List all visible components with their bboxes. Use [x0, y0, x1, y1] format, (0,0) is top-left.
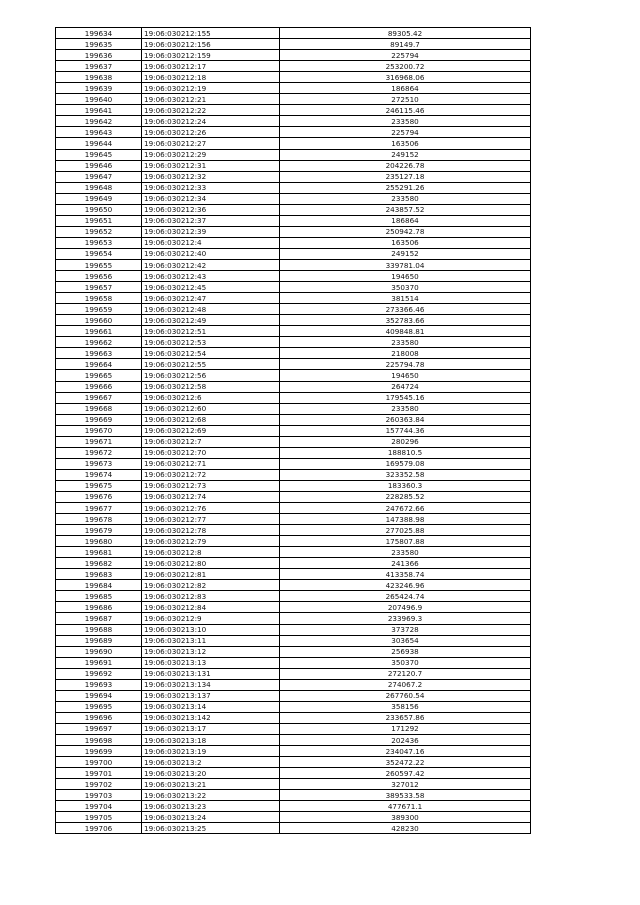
- value-cell: 249152: [280, 149, 531, 160]
- table-row: [56, 138, 531, 149]
- cadastral-number-cell: 19:06:030212:84: [142, 602, 280, 613]
- table-row: [56, 215, 531, 226]
- cadastral-number-cell: 19:06:030212:58: [142, 381, 280, 392]
- table-row: [56, 447, 531, 458]
- value-cell: 163506: [280, 237, 531, 248]
- value-cell: 233969.3: [280, 613, 531, 624]
- table-row: [56, 83, 531, 94]
- cadastral-number-cell: 19:06:030213:142: [142, 712, 280, 723]
- value-cell: 207496.9: [280, 602, 531, 613]
- table-row: [56, 823, 531, 834]
- value-cell: 260363.84: [280, 414, 531, 425]
- cadastral-number-cell: 19:06:030212:18: [142, 72, 280, 83]
- table-row: [56, 127, 531, 138]
- cadastral-number-cell: 19:06:030212:49: [142, 315, 280, 326]
- cadastral-number-cell: 19:06:030212:69: [142, 425, 280, 436]
- cadastral-number-cell: 19:06:030213:12: [142, 646, 280, 657]
- table-row: [56, 381, 531, 392]
- row-number-cell: 199677: [56, 503, 142, 514]
- cadastral-number-cell: 19:06:030212:29: [142, 149, 280, 160]
- row-number-cell: 199693: [56, 679, 142, 690]
- table-row: [56, 458, 531, 469]
- table-row: [56, 304, 531, 315]
- value-cell: 186864: [280, 83, 531, 94]
- cadastral-number-cell: 19:06:030212:159: [142, 50, 280, 61]
- row-number-cell: 199698: [56, 735, 142, 746]
- table-row: [56, 558, 531, 569]
- value-cell: 247672.66: [280, 503, 531, 514]
- table-row: [56, 469, 531, 480]
- row-number-cell: 199641: [56, 105, 142, 116]
- cadastral-number-cell: 19:06:030213:22: [142, 790, 280, 801]
- value-cell: 194650: [280, 271, 531, 282]
- row-number-cell: 199636: [56, 50, 142, 61]
- table-row: [56, 160, 531, 171]
- row-number-cell: 199685: [56, 591, 142, 602]
- cadastral-number-cell: 19:06:030212:8: [142, 547, 280, 558]
- cadastral-number-cell: 19:06:030212:45: [142, 282, 280, 293]
- table-row: [56, 149, 531, 160]
- table-row: [56, 514, 531, 525]
- value-cell: 234047.16: [280, 746, 531, 757]
- cadastral-number-cell: 19:06:030213:17: [142, 723, 280, 734]
- value-cell: 233580: [280, 193, 531, 204]
- cadastral-number-cell: 19:06:030212:74: [142, 491, 280, 502]
- row-number-cell: 199663: [56, 348, 142, 359]
- value-cell: 228285.52: [280, 491, 531, 502]
- table-row: [56, 768, 531, 779]
- table-row: [56, 326, 531, 337]
- row-number-cell: 199667: [56, 392, 142, 403]
- value-cell: 233580: [280, 547, 531, 558]
- row-number-cell: 199637: [56, 61, 142, 72]
- value-cell: 273366.46: [280, 304, 531, 315]
- table-row: [56, 226, 531, 237]
- row-number-cell: 199645: [56, 149, 142, 160]
- value-cell: 225794: [280, 127, 531, 138]
- value-cell: 218008: [280, 348, 531, 359]
- table-row: [56, 436, 531, 447]
- row-number-cell: 199639: [56, 83, 142, 94]
- row-number-cell: 199662: [56, 337, 142, 348]
- value-cell: 358156: [280, 701, 531, 712]
- row-number-cell: 199644: [56, 138, 142, 149]
- table-row: [56, 812, 531, 823]
- cadastral-number-cell: 19:06:030213:10: [142, 624, 280, 635]
- row-number-cell: 199638: [56, 72, 142, 83]
- row-number-cell: 199666: [56, 381, 142, 392]
- cadastral-number-cell: 19:06:030213:19: [142, 746, 280, 757]
- table-row: [56, 746, 531, 757]
- row-number-cell: 199683: [56, 569, 142, 580]
- row-number-cell: 199648: [56, 182, 142, 193]
- table-row: [56, 193, 531, 204]
- value-cell: 233580: [280, 403, 531, 414]
- table-row: [56, 28, 531, 39]
- row-number-cell: 199660: [56, 315, 142, 326]
- table-row: [56, 182, 531, 193]
- value-cell: 352783.66: [280, 315, 531, 326]
- table-row: [56, 569, 531, 580]
- row-number-cell: 199635: [56, 39, 142, 50]
- value-cell: 264724: [280, 381, 531, 392]
- table-row: [56, 259, 531, 270]
- table-row: [56, 635, 531, 646]
- value-cell: 235127.18: [280, 171, 531, 182]
- table-row: [56, 580, 531, 591]
- row-number-cell: 199692: [56, 668, 142, 679]
- row-number-cell: 199706: [56, 823, 142, 834]
- table-row: [56, 237, 531, 248]
- row-number-cell: 199640: [56, 94, 142, 105]
- value-cell: 327012: [280, 779, 531, 790]
- cadastral-number-cell: 19:06:030212:53: [142, 337, 280, 348]
- cadastral-number-cell: 19:06:030212:40: [142, 248, 280, 259]
- cadastral-number-cell: 19:06:030212:9: [142, 613, 280, 624]
- cadastral-number-cell: 19:06:030212:21: [142, 94, 280, 105]
- value-cell: 323352.58: [280, 469, 531, 480]
- table-row: [56, 757, 531, 768]
- row-number-cell: 199675: [56, 480, 142, 491]
- row-number-cell: 199643: [56, 127, 142, 138]
- table-row: [56, 690, 531, 701]
- row-number-cell: 199650: [56, 204, 142, 215]
- value-cell: 267760.54: [280, 690, 531, 701]
- value-cell: 350370: [280, 282, 531, 293]
- row-number-cell: 199655: [56, 259, 142, 270]
- cadastral-number-cell: 19:06:030212:19: [142, 83, 280, 94]
- value-cell: 202436: [280, 735, 531, 746]
- row-number-cell: 199671: [56, 436, 142, 447]
- cadastral-number-cell: 19:06:030213:24: [142, 812, 280, 823]
- cadastral-number-cell: 19:06:030212:77: [142, 514, 280, 525]
- value-cell: 389300: [280, 812, 531, 823]
- value-cell: 186864: [280, 215, 531, 226]
- table-row: [56, 480, 531, 491]
- cadastral-number-cell: 19:06:030212:76: [142, 503, 280, 514]
- cadastral-number-cell: 19:06:030212:55: [142, 359, 280, 370]
- value-cell: 243857.52: [280, 204, 531, 215]
- row-number-cell: 199642: [56, 116, 142, 127]
- table-row: [56, 646, 531, 657]
- cadastral-number-cell: 19:06:030212:51: [142, 326, 280, 337]
- row-number-cell: 199699: [56, 746, 142, 757]
- value-cell: 194650: [280, 370, 531, 381]
- value-cell: 350370: [280, 657, 531, 668]
- table-row: [56, 282, 531, 293]
- cadastral-number-cell: 19:06:030213:2: [142, 757, 280, 768]
- value-cell: 277025.88: [280, 525, 531, 536]
- value-cell: 233580: [280, 337, 531, 348]
- cadastral-number-cell: 19:06:030212:71: [142, 458, 280, 469]
- cadastral-number-cell: 19:06:030212:82: [142, 580, 280, 591]
- value-cell: 413358.74: [280, 569, 531, 580]
- table-row: [56, 315, 531, 326]
- cadastral-number-cell: 19:06:030212:7: [142, 436, 280, 447]
- table-row: [56, 712, 531, 723]
- cadastral-number-cell: 19:06:030212:42: [142, 259, 280, 270]
- row-number-cell: 199651: [56, 215, 142, 226]
- value-cell: 250942.78: [280, 226, 531, 237]
- value-cell: 157744.36: [280, 425, 531, 436]
- cadastral-number-cell: 19:06:030213:14: [142, 701, 280, 712]
- row-number-cell: 199703: [56, 790, 142, 801]
- value-cell: 409848.81: [280, 326, 531, 337]
- cadastral-number-cell: 19:06:030212:48: [142, 304, 280, 315]
- table-row: [56, 735, 531, 746]
- row-number-cell: 199701: [56, 768, 142, 779]
- value-cell: 233580: [280, 116, 531, 127]
- row-number-cell: 199704: [56, 801, 142, 812]
- table-row: [56, 425, 531, 436]
- row-number-cell: 199694: [56, 690, 142, 701]
- table-row: [56, 547, 531, 558]
- value-cell: 381514: [280, 293, 531, 304]
- cadastral-number-cell: 19:06:030212:56: [142, 370, 280, 381]
- value-cell: 204226.78: [280, 160, 531, 171]
- row-number-cell: 199659: [56, 304, 142, 315]
- cadastral-number-cell: 19:06:030212:32: [142, 171, 280, 182]
- cadastral-number-cell: 19:06:030212:4: [142, 237, 280, 248]
- cadastral-number-cell: 19:06:030212:72: [142, 469, 280, 480]
- cadastral-number-cell: 19:06:030213:134: [142, 679, 280, 690]
- cadastral-number-cell: 19:06:030212:31: [142, 160, 280, 171]
- row-number-cell: 199679: [56, 525, 142, 536]
- table-row: [56, 39, 531, 50]
- row-number-cell: 199658: [56, 293, 142, 304]
- cadastral-number-cell: 19:06:030213:11: [142, 635, 280, 646]
- row-number-cell: 199654: [56, 248, 142, 259]
- row-number-cell: 199649: [56, 193, 142, 204]
- row-number-cell: 199664: [56, 359, 142, 370]
- value-cell: 225794.78: [280, 359, 531, 370]
- table-body: [56, 28, 531, 834]
- row-number-cell: 199672: [56, 447, 142, 458]
- row-number-cell: 199647: [56, 171, 142, 182]
- row-number-cell: 199700: [56, 757, 142, 768]
- value-cell: 303654: [280, 635, 531, 646]
- row-number-cell: 199674: [56, 469, 142, 480]
- table-row: [56, 248, 531, 259]
- value-cell: 274067.2: [280, 679, 531, 690]
- table-row: [56, 624, 531, 635]
- table-row: [56, 657, 531, 668]
- table-row: [56, 536, 531, 547]
- cadastral-number-cell: 19:06:030212:6: [142, 392, 280, 403]
- value-cell: 89149.7: [280, 39, 531, 50]
- cadastral-number-cell: 19:06:030213:25: [142, 823, 280, 834]
- table-row: [56, 602, 531, 613]
- value-cell: 225794: [280, 50, 531, 61]
- row-number-cell: 199695: [56, 701, 142, 712]
- row-number-cell: 199684: [56, 580, 142, 591]
- row-number-cell: 199669: [56, 414, 142, 425]
- value-cell: 171292: [280, 723, 531, 734]
- row-number-cell: 199680: [56, 536, 142, 547]
- row-number-cell: 199682: [56, 558, 142, 569]
- table-row: [56, 72, 531, 83]
- value-cell: 188810.5: [280, 447, 531, 458]
- row-number-cell: 199681: [56, 547, 142, 558]
- table-row: [56, 723, 531, 734]
- table-row: [56, 491, 531, 502]
- value-cell: 352472.22: [280, 757, 531, 768]
- table-row: [56, 591, 531, 602]
- value-cell: 260597.42: [280, 768, 531, 779]
- table-row: [56, 50, 531, 61]
- cadastral-number-cell: 19:06:030212:34: [142, 193, 280, 204]
- value-cell: 428230: [280, 823, 531, 834]
- value-cell: 183360.3: [280, 480, 531, 491]
- table-row: [56, 779, 531, 790]
- value-cell: 249152: [280, 248, 531, 259]
- row-number-cell: 199634: [56, 28, 142, 39]
- table-row: [56, 116, 531, 127]
- cadastral-number-cell: 19:06:030213:20: [142, 768, 280, 779]
- table-row: [56, 359, 531, 370]
- cadastral-number-cell: 19:06:030212:54: [142, 348, 280, 359]
- table-row: [56, 503, 531, 514]
- value-cell: 272120.7: [280, 668, 531, 679]
- value-cell: 163506: [280, 138, 531, 149]
- value-cell: 423246.96: [280, 580, 531, 591]
- row-number-cell: 199678: [56, 514, 142, 525]
- cadastral-number-cell: 19:06:030212:47: [142, 293, 280, 304]
- table-row: [56, 414, 531, 425]
- row-number-cell: 199661: [56, 326, 142, 337]
- value-cell: 253200.72: [280, 61, 531, 72]
- cadastral-number-cell: 19:06:030212:73: [142, 480, 280, 491]
- cadastral-number-cell: 19:06:030212:22: [142, 105, 280, 116]
- row-number-cell: 199702: [56, 779, 142, 790]
- cadastral-number-cell: 19:06:030212:81: [142, 569, 280, 580]
- value-cell: 169579.08: [280, 458, 531, 469]
- value-cell: 256938: [280, 646, 531, 657]
- table-row: [56, 370, 531, 381]
- value-cell: 280296: [280, 436, 531, 447]
- table-row: [56, 403, 531, 414]
- table-row: [56, 293, 531, 304]
- cadastral-number-cell: 19:06:030212:43: [142, 271, 280, 282]
- cadastral-number-cell: 19:06:030213:23: [142, 801, 280, 812]
- row-number-cell: 199691: [56, 657, 142, 668]
- row-number-cell: 199686: [56, 602, 142, 613]
- table-row: [56, 613, 531, 624]
- cadastral-number-cell: 19:06:030212:36: [142, 204, 280, 215]
- table-row: [56, 679, 531, 690]
- value-cell: 477671.1: [280, 801, 531, 812]
- row-number-cell: 199688: [56, 624, 142, 635]
- row-number-cell: 199670: [56, 425, 142, 436]
- cadastral-number-cell: 19:06:030212:33: [142, 182, 280, 193]
- cadastral-number-cell: 19:06:030213:13: [142, 657, 280, 668]
- cadastral-number-cell: 19:06:030212:70: [142, 447, 280, 458]
- value-cell: 147388.98: [280, 514, 531, 525]
- cadastral-number-cell: 19:06:030212:17: [142, 61, 280, 72]
- row-number-cell: 199696: [56, 712, 142, 723]
- table-row: [56, 94, 531, 105]
- value-cell: 246115.46: [280, 105, 531, 116]
- value-cell: 373728: [280, 624, 531, 635]
- row-number-cell: 199689: [56, 635, 142, 646]
- value-cell: 179545.16: [280, 392, 531, 403]
- cadastral-number-cell: 19:06:030212:156: [142, 39, 280, 50]
- value-cell: 89305.42: [280, 28, 531, 39]
- value-cell: 233657.86: [280, 712, 531, 723]
- cadastral-number-cell: 19:06:030213:21: [142, 779, 280, 790]
- row-number-cell: 199665: [56, 370, 142, 381]
- value-cell: 175807.88: [280, 536, 531, 547]
- row-number-cell: 199652: [56, 226, 142, 237]
- value-cell: 339781.04: [280, 259, 531, 270]
- row-number-cell: 199676: [56, 491, 142, 502]
- cadastral-number-cell: 19:06:030213:131: [142, 668, 280, 679]
- table-row: [56, 171, 531, 182]
- value-cell: 389533.58: [280, 790, 531, 801]
- row-number-cell: 199690: [56, 646, 142, 657]
- table-row: [56, 790, 531, 801]
- value-cell: 255291.26: [280, 182, 531, 193]
- cadastral-number-cell: 19:06:030212:39: [142, 226, 280, 237]
- row-number-cell: 199673: [56, 458, 142, 469]
- cadastral-value-table: [55, 27, 531, 834]
- table-row: [56, 348, 531, 359]
- table-row: [56, 801, 531, 812]
- row-number-cell: 199697: [56, 723, 142, 734]
- row-number-cell: 199705: [56, 812, 142, 823]
- cadastral-number-cell: 19:06:030212:155: [142, 28, 280, 39]
- row-number-cell: 199656: [56, 271, 142, 282]
- value-cell: 265424.74: [280, 591, 531, 602]
- value-cell: 241366: [280, 558, 531, 569]
- cadastral-number-cell: 19:06:030212:78: [142, 525, 280, 536]
- row-number-cell: 199653: [56, 237, 142, 248]
- table-row: [56, 337, 531, 348]
- cadastral-number-cell: 19:06:030212:83: [142, 591, 280, 602]
- cadastral-number-cell: 19:06:030212:80: [142, 558, 280, 569]
- table-row: [56, 61, 531, 72]
- value-cell: 316968.06: [280, 72, 531, 83]
- cadastral-number-cell: 19:06:030212:24: [142, 116, 280, 127]
- cadastral-number-cell: 19:06:030212:37: [142, 215, 280, 226]
- cadastral-number-cell: 19:06:030212:26: [142, 127, 280, 138]
- table-row: [56, 271, 531, 282]
- table-row: [56, 392, 531, 403]
- row-number-cell: 199687: [56, 613, 142, 624]
- table-row: [56, 525, 531, 536]
- cadastral-number-cell: 19:06:030212:68: [142, 414, 280, 425]
- cadastral-number-cell: 19:06:030212:27: [142, 138, 280, 149]
- value-cell: 272510: [280, 94, 531, 105]
- table-row: [56, 668, 531, 679]
- cadastral-number-cell: 19:06:030213:18: [142, 735, 280, 746]
- table-row: [56, 701, 531, 712]
- cadastral-number-cell: 19:06:030212:60: [142, 403, 280, 414]
- row-number-cell: 199668: [56, 403, 142, 414]
- cadastral-number-cell: 19:06:030212:79: [142, 536, 280, 547]
- table-row: [56, 105, 531, 116]
- cadastral-number-cell: 19:06:030213:137: [142, 690, 280, 701]
- table-row: [56, 204, 531, 215]
- row-number-cell: 199646: [56, 160, 142, 171]
- row-number-cell: 199657: [56, 282, 142, 293]
